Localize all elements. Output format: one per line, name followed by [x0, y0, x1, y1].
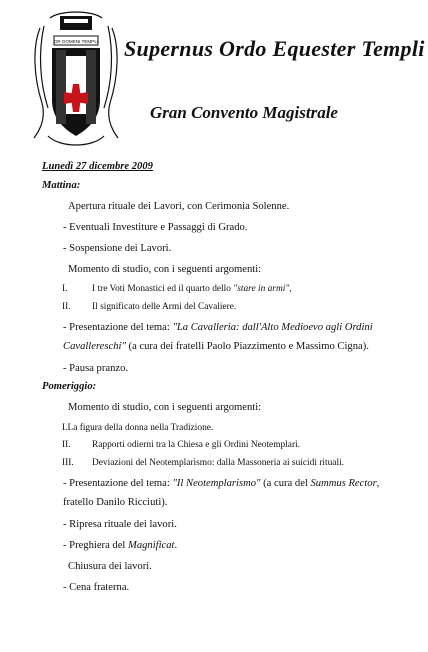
afternoon-study: Momento di studio, con i seguenti argomenti: [68, 402, 262, 413]
afternoon-topic-1: I.La figura della donna nella Tradizione. [62, 423, 214, 433]
morning-suspension: - Sospensione dei Lavori. [63, 243, 172, 254]
afternoon-dinner: - Cena fraterna. [63, 582, 130, 593]
afternoon-topic-2: Rapporti odierni tra la Chiesa e gli Ordini Neotemplari. [92, 440, 301, 450]
afternoon-topic-3: Deviazioni del Neotemplarismo: dalla Massoneria ai suicidi rituali. [92, 458, 345, 468]
afternoon-topic-number: II. [62, 440, 71, 450]
morning-topic-number: II. [62, 302, 71, 312]
afternoon-presentation-line2: fratello Danilo Ricciuti). [63, 497, 168, 508]
afternoon-topic-number: III. [62, 458, 74, 468]
morning-topic-2: Il significato delle Armi del Cavaliere. [92, 302, 237, 312]
morning-opening: Apertura rituale dei Lavori, con Cerimonia Solenne. [68, 201, 290, 212]
morning-presentation-line2: Cavallereschi" (a cura dei fratelli Paolo Piazzimento e Massimo Cigna). [63, 341, 369, 352]
morning-topic-1: I tre Voti Monastici ed il quarto dello "stare in armi", [92, 284, 292, 294]
order-crest-emblem [30, 8, 122, 150]
morning-study: Momento di studio, con i seguenti argomenti: [68, 264, 262, 275]
afternoon-prayer: - Preghiera del Magnificat. [63, 540, 178, 551]
morning-topic-number: I. [62, 284, 68, 294]
morning-investitures: - Eventuali Investiture e Passaggi di Grado. [63, 222, 248, 233]
afternoon-resume: - Ripresa rituale dei lavori. [63, 519, 177, 530]
afternoon-closing: Chiusura dei lavori. [68, 561, 152, 572]
morning-presentation-line1: - Presentazione del tema: "La Cavalleria: dall'Alto Medioevo agli Ordini [63, 322, 373, 333]
event-date: Lunedì 27 dicembre 2009 [42, 161, 153, 172]
convent-subtitle: Gran Convento Magistrale [150, 103, 338, 122]
morning-lunch: - Pausa pranzo. [63, 363, 129, 374]
afternoon-presentation-line1: - Presentazione del tema: "Il Neotemplarismo" (a cura del Summus Rector, [63, 478, 380, 489]
afternoon-label: Pomeriggio: [42, 381, 97, 392]
morning-label: Mattina: [42, 180, 81, 191]
crest-motto: OR DOMENI TEMPLI [53, 39, 99, 44]
order-name-title: Supernus Ordo Equester Templi [124, 36, 425, 61]
